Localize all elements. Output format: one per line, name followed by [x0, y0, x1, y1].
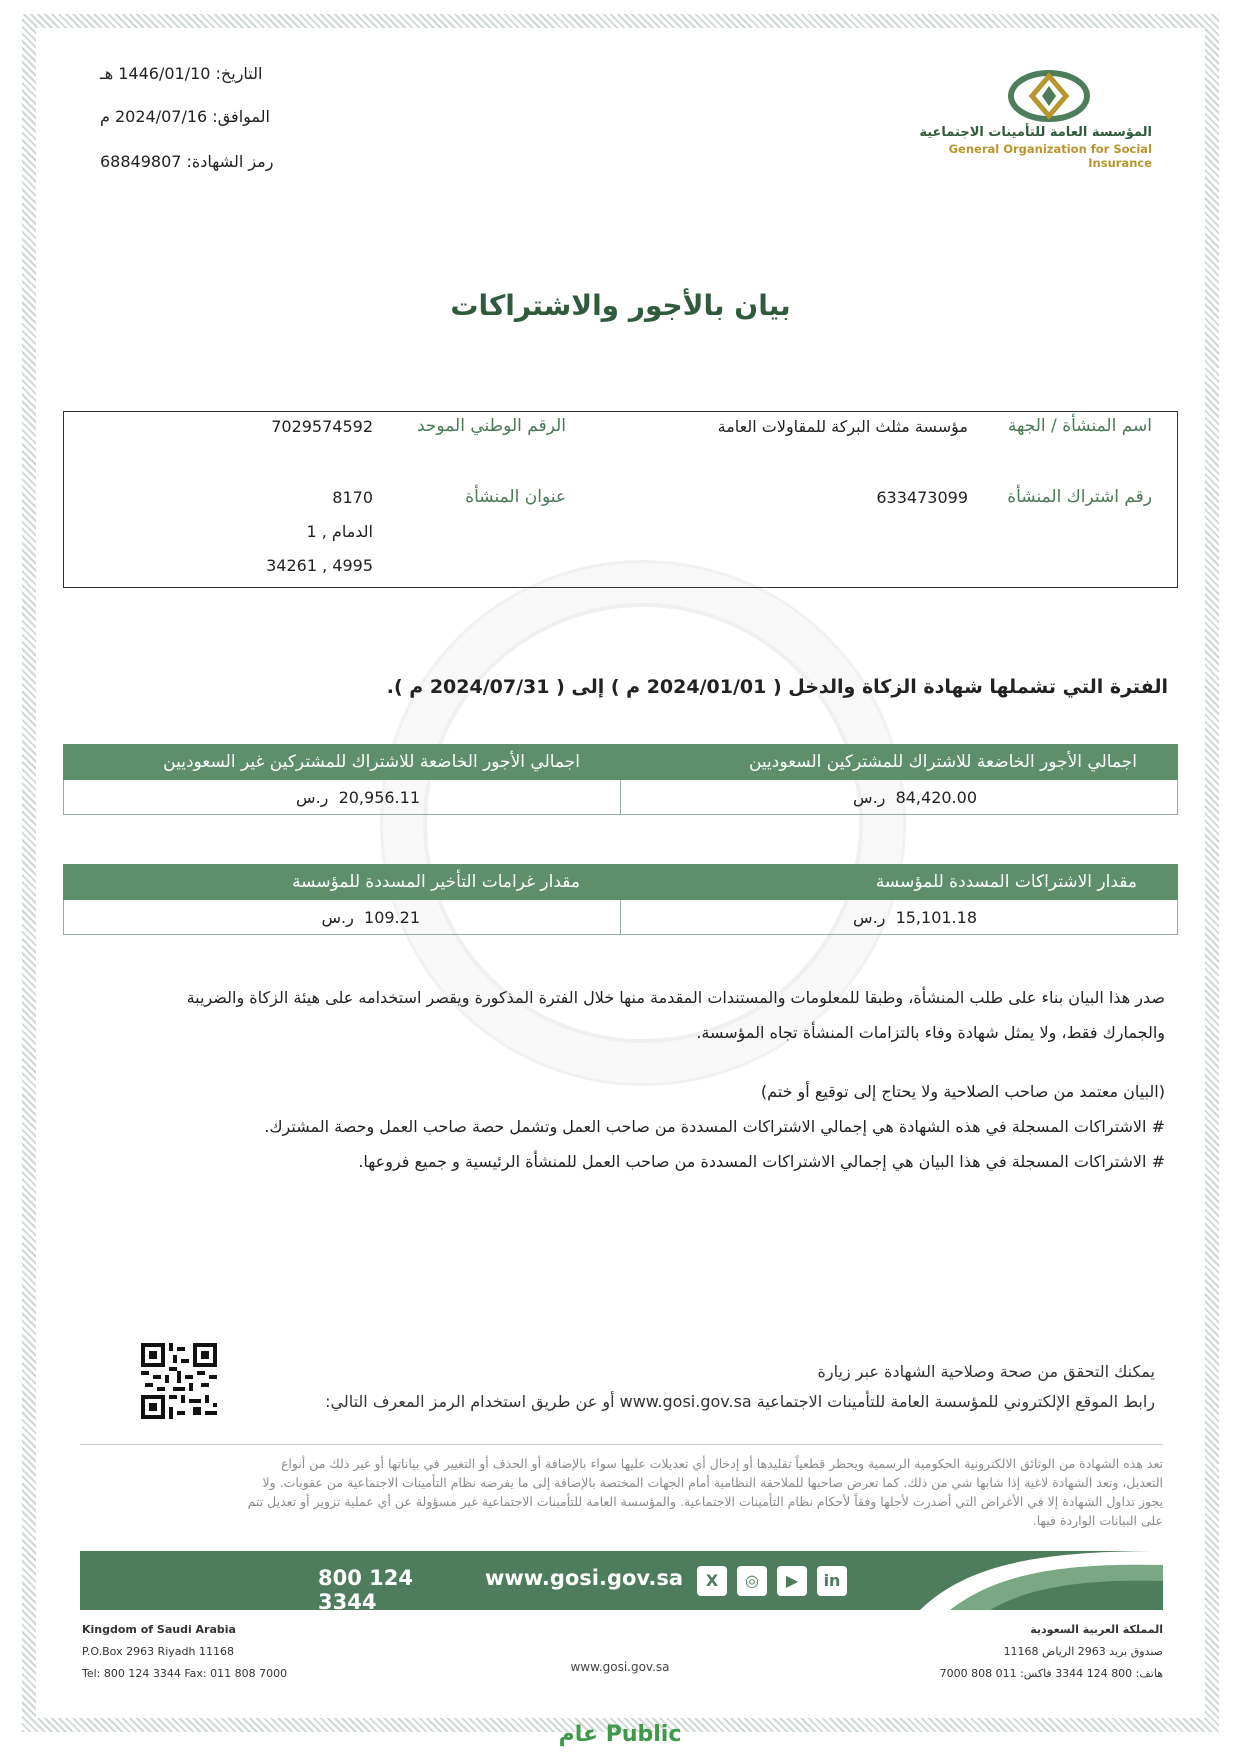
x-icon[interactable]: X — [697, 1566, 727, 1596]
wages-table — [63, 744, 1178, 815]
non-saudi-wages-value: 20,956.11 — [338, 787, 420, 807]
qr-code-icon — [141, 1343, 217, 1419]
footer-english — [82, 1619, 402, 1685]
late-fines-cell — [64, 900, 621, 935]
subscription-number-label: رقم اشتراك المنشأة — [1007, 487, 1152, 507]
footer-country-ar: المملكة العربية السعودية — [1030, 1623, 1163, 1636]
disclaimer-line-4: على البيانات الواردة فيها. — [1032, 1513, 1163, 1528]
unified-number-label: الرقم الوطني الموحد — [417, 416, 566, 436]
saudi-wages-cell — [621, 780, 1178, 815]
note-paragraph-1-line-1: صدر هذا البيان بناء على طلب المنشأة، وطبقا للمعلومات والمستندات المقدمة منها خلال الفترة المذكورة ويقصر استخدامه على هيئة الزكاة والضريبة — [186, 988, 1165, 1007]
disclaimer — [80, 1454, 1163, 1530]
phone-number[interactable]: 800 124 3344 — [318, 1566, 413, 1614]
late-fines-header: مقدار غرامات التأخير المسددة للمؤسسة — [64, 865, 621, 900]
footer-pobox-en: P.O.Box 2963 Riyadh 11168 — [82, 1645, 234, 1658]
coverage-period: الفترة التي تشملها شهادة الزكاة والدخل ( 2024/01/01 م ) إلى ( 2024/07/31 م ). — [386, 676, 1168, 698]
footer-arabic — [880, 1619, 1163, 1685]
disclaimer-line-1: تعد هذه الشهادة من الوثائق الالكترونية الحكومية الرسمية ويحظر قطعياً تقليدها أو إدخال أي تعديلات عليها سواء بالإضافة أو الحذف أو التغيير في بياناتها أو غير ذلك من أنواع — [280, 1456, 1163, 1471]
subscription-number-value: 633473099 — [876, 488, 968, 507]
page-title: بيان بالأجور والاشتراكات — [450, 289, 791, 322]
classification-label: عام Public — [558, 1722, 682, 1747]
divider — [80, 1444, 1163, 1445]
currency-label: ر.س — [853, 787, 886, 807]
note-approval: (البيان معتمد من صاحب الصلاحية ولا يحتاج إلى توقيع أو ختم) — [760, 1082, 1165, 1101]
org-name-en: General Organization for Social Insurance — [948, 142, 1152, 170]
gosi-logo-icon — [1004, 68, 1094, 124]
contributions-cell — [621, 900, 1178, 935]
verify-line-2: رابط الموقع الإلكتروني للمؤسسة العامة للتأمينات الاجتماعية www.gosi.gov.sa أو عن طريق استخدام الرمز المعرف التالي: — [325, 1392, 1155, 1411]
date-gregorian: الموافق: 2024/07/16 م — [100, 107, 270, 126]
currency-label: ر.س — [321, 907, 354, 927]
currency-label: ر.س — [853, 907, 886, 927]
note-contributions-2: # الاشتراكات المسجلة في هذا البيان هي إجمالي الاشتراكات المسددة من صاحب العمل للمنشأة الرئيسية و جميع فروعها. — [358, 1152, 1165, 1171]
verify-line-1: يمكنك التحقق من صحة وصلاحية الشهادة عبر زيارة — [817, 1362, 1155, 1381]
certificate-code: رمز الشهادة: 68849807 — [100, 152, 274, 171]
address-label: عنوان المنشأة — [465, 487, 566, 507]
address-line-3: 34261 , 4995 — [266, 556, 373, 575]
contributions-table — [63, 864, 1178, 935]
footer-tel-ar: هاتف: 800 124 3344 فاكس: 011 808 7000 — [939, 1667, 1163, 1680]
leaf-decoration-icon — [910, 1551, 1163, 1610]
establishment-name-label: اسم المنشأة / الجهة — [1007, 416, 1152, 436]
contributions-header: مقدار الاشتراكات المسددة للمؤسسة — [621, 865, 1178, 900]
footer-tel-en: Tel: 800 124 3344 Fax: 011 808 7000 — [82, 1667, 288, 1680]
youtube-icon[interactable]: ▶ — [777, 1566, 807, 1596]
note-paragraph-1-line-2: والجمارك فقط، ولا يمثل شهادة وفاء بالتزامات المنشأة تجاه المؤسسة. — [696, 1023, 1165, 1042]
late-fines-value: 109.21 — [364, 907, 420, 927]
non-saudi-wages-cell — [64, 780, 621, 815]
saudi-wages-header: اجمالي الأجور الخاضعة للاشتراك للمشتركين السعوديين — [621, 745, 1178, 780]
footer-country-en: Kingdom of Saudi Arabia — [82, 1623, 236, 1636]
disclaimer-line-2: التعديل، وتعد الشهادة لاغية إذا شابها شي من ذلك. كما تعرض صاحبها للملاحقة النظامية أمام الجهات المختصة بالإضافة إلى ما يفرضه نظام التأمينات الاجتماعية من عقوبات. ولا — [262, 1475, 1163, 1490]
currency-label: ر.س — [296, 787, 329, 807]
note-contributions-1: # الاشتراكات المسجلة في هذه الشهادة هي إجمالي الاشتراكات المسددة من صاحب العمل وتشمل حصة صاحب العمل وحصة المشترك. — [264, 1117, 1165, 1136]
notes-section — [80, 980, 1165, 1179]
website-link[interactable]: www.gosi.gov.sa — [485, 1566, 684, 1590]
org-name-ar: المؤسسة العامة للتأمينات الاجتماعية — [919, 125, 1152, 140]
address-line-1: 8170 — [332, 488, 373, 507]
address-line-2: الدمام , 1 — [306, 522, 373, 541]
non-saudi-wages-header: اجمالي الأجور الخاضعة للاشتراك للمشتركين غير السعوديين — [64, 745, 621, 780]
unified-number-value: 7029574592 — [271, 417, 373, 436]
disclaimer-line-3: يجوز تداول الشهادة إلا في الأغراض التي أصدرت لأجلها وفقاً لأحكام نظام التأمينات الاجتماعية. والمؤسسة العامة للتأمينات الاجتماعية غير مسؤولة عن أي عملية تزوير أو تعديل تتم — [247, 1494, 1163, 1509]
instagram-icon[interactable]: ◎ — [737, 1566, 767, 1596]
date-hijri: التاريخ: 1446/01/10 هـ — [100, 64, 263, 83]
footer-website: www.gosi.gov.sa — [570, 1660, 670, 1674]
saudi-wages-value: 84,420.00 — [895, 787, 977, 807]
footer-pobox-ar: صندوق بريد 2963 الرياض 11168 — [1003, 1645, 1163, 1658]
establishment-name-value: مؤسسة مثلث البركة للمقاولات العامة — [717, 417, 968, 436]
linkedin-icon[interactable]: in — [817, 1566, 847, 1596]
contributions-value: 15,101.18 — [895, 907, 977, 927]
